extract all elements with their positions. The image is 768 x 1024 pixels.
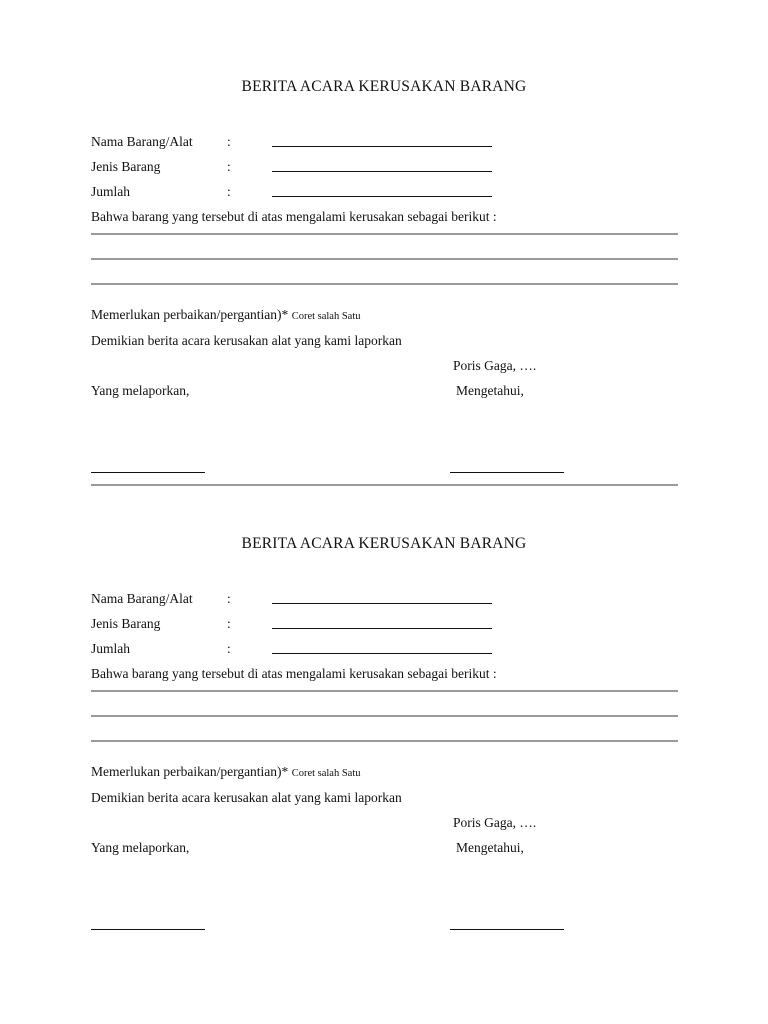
repair-requirement-text: Memerlukan perbaikan/pergantian)*: [91, 764, 289, 779]
field-colon: :: [227, 641, 231, 656]
field-colon: :: [227, 184, 231, 199]
reporter-label: Yang melaporkan,: [91, 840, 190, 855]
damage-report-form-1: [0, 0, 768, 470]
reporter-signature-line[interactable]: [91, 929, 205, 930]
damage-report-form-2: [0, 457, 768, 927]
field-colon: :: [227, 616, 231, 631]
form-title: BERITA ACARA KERUSAKAN BARANG: [241, 535, 527, 552]
item-type-blank-line[interactable]: [272, 628, 492, 629]
reporter-label: Yang melaporkan,: [91, 383, 190, 398]
repair-requirement-text: Memerlukan perbaikan/pergantian)*: [91, 307, 289, 322]
place-date: Poris Gaga, ….: [453, 815, 537, 830]
repair-requirement: [91, 307, 361, 323]
damage-description-line-1[interactable]: [91, 233, 678, 235]
quantity-blank-line[interactable]: [272, 653, 492, 654]
field-label-quantity: Jumlah: [91, 641, 130, 656]
field-colon: :: [227, 159, 231, 174]
repair-requirement: [91, 764, 361, 780]
field-colon: :: [227, 591, 231, 606]
field-label-item-type: Jenis Barang: [91, 616, 161, 631]
damage-description-line-3[interactable]: [91, 283, 678, 285]
damage-description-line-2[interactable]: [91, 258, 678, 260]
damage-description-line-2[interactable]: [91, 715, 678, 717]
acknowledger-label: Mengetahui,: [456, 383, 524, 398]
field-label-item-name: Nama Barang/Alat: [91, 591, 193, 606]
field-label-item-name: Nama Barang/Alat: [91, 134, 193, 149]
item-type-blank-line[interactable]: [272, 171, 492, 172]
damage-statement: Bahwa barang yang tersebut di atas mengalami kerusakan sebagai berikut :: [91, 666, 497, 681]
closing-statement: Demikian berita acara kerusakan alat yang kami laporkan: [91, 790, 402, 805]
acknowledger-label: Mengetahui,: [456, 840, 524, 855]
damage-statement: Bahwa barang yang tersebut di atas mengalami kerusakan sebagai berikut :: [91, 209, 497, 224]
form-title: BERITA ACARA KERUSAKAN BARANG: [241, 78, 527, 95]
place-date: Poris Gaga, ….: [453, 358, 537, 373]
field-label-item-type: Jenis Barang: [91, 159, 161, 174]
strike-one-note: Coret salah Satu: [291, 768, 361, 779]
field-colon: :: [227, 134, 231, 149]
item-name-blank-line[interactable]: [272, 146, 492, 147]
field-label-quantity: Jumlah: [91, 184, 130, 199]
acknowledger-signature-line[interactable]: [450, 929, 564, 930]
damage-description-line-3[interactable]: [91, 740, 678, 742]
item-name-blank-line[interactable]: [272, 603, 492, 604]
quantity-blank-line[interactable]: [272, 196, 492, 197]
closing-statement: Demikian berita acara kerusakan alat yang kami laporkan: [91, 333, 402, 348]
damage-description-line-1[interactable]: [91, 690, 678, 692]
strike-one-note: Coret salah Satu: [291, 311, 361, 322]
